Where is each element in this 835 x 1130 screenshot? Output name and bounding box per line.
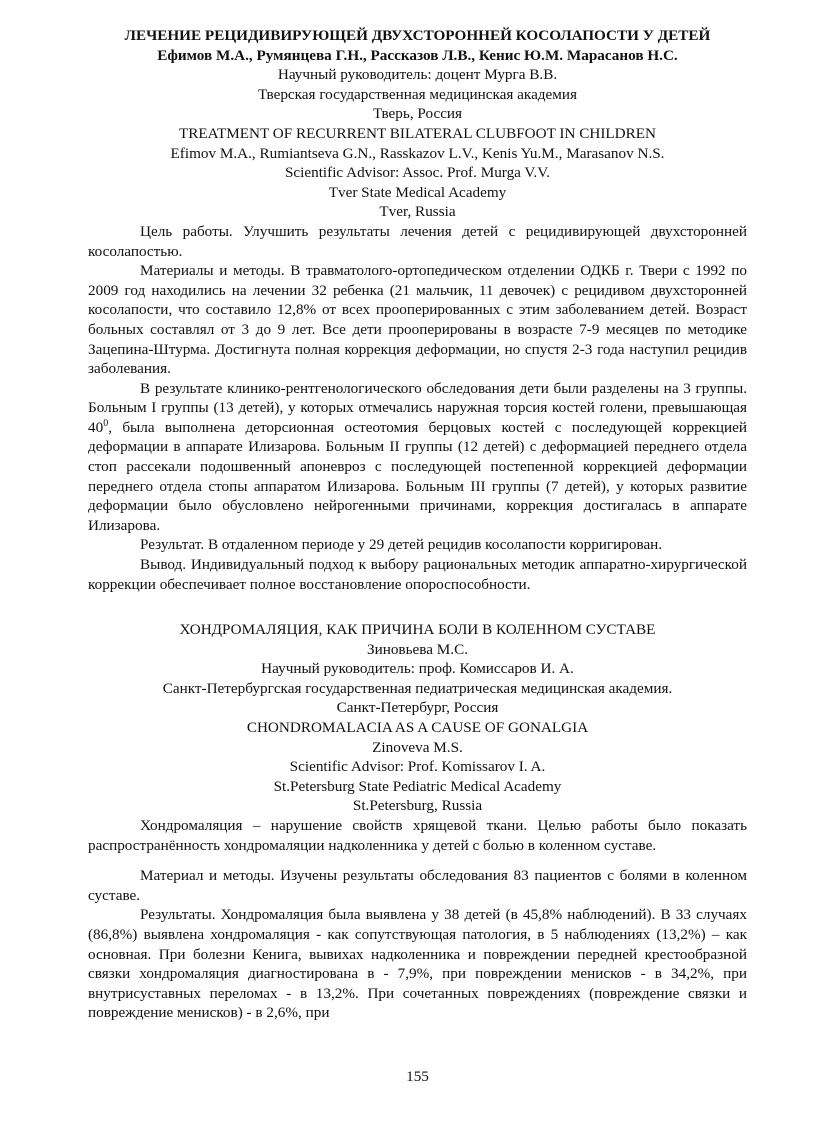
authors-en: Zinoveva M.S. [372, 738, 463, 756]
spacer [88, 855, 747, 866]
advisor-en: Scientific Advisor: Assoc. Prof. Murga V.V. [284, 164, 551, 182]
title-ru: ХОНДРОМАЛЯЦИЯ, КАК ПРИЧИНА БОЛИ В КОЛЕННОМ СУСТАВЕ [179, 621, 656, 638]
page-number: 155 [406, 1068, 429, 1085]
city-en: Tver, Russia [379, 203, 456, 221]
city-en: St.Petersburg, Russia [352, 797, 483, 815]
authors-ru: Зиновьева М.С. [366, 640, 469, 658]
paragraph-results: Результаты. Хондромаляция была выявлена у 38 детей (в 45,8% наблюдений). В 33 случаях (86,8%) выявлена хондромаляция - как сопутствующая патология, в 5 наблюдениях (13,2%) – как основная. При болезни Кенига, вывихах надколенника и повреждении передней крестообразной связки хондромаляция диагностирована в - 7,9%, при повреждении менисков - в 34,2%, при внутрисуставных переломах - в 13,2%. При сочетанных повреждениях (повреждение связки и повреждение менисков) - в 2,6%, при [88, 906, 747, 1022]
city-ru: Санкт-Петербург, Россия [336, 699, 499, 717]
authors-ru: Ефимов М.А., Румянцева Г.Н., Рассказов Л.В., Кенис Ю.М. Марасанов Н.С. [157, 46, 678, 64]
paragraph-methods: Материалы и методы. В травматолого-ортопедическом отделении ОДКБ г. Твери с 1992 по 2009 год находились на лечении 32 ребенка (21 мальчик, 11 девочек) с рецидивом двухсторонней косолапости, что составило 12,8% от всех прооперированных с этим заболеванием детей. Возраст больных составлял от 3 до 9 лет. Все дети прооперированы в возрасте 7-9 месяцев по методике Зацепина-Штурма. Достигнута полная коррекция деформации, но спустя 2-3 года наступил рецидив заболевания. [88, 262, 747, 378]
paragraph-groups-part2: , была выполнена деторсионная остеотомия берцовых костей с последующей коррекцией деформации в аппарате Илизарова. Больным II группы (12 детей) с деформацией переднего отдела стоп рассекали подошвенный апоневроз с последующей постепенной коррекцией деформации переднего отдела стопы аппаратом Илизарова. Больным III группы (7 детей), у которых развитие деформации было обусловлено нейрогенными причинами, коррекция достигалась в аппарате Илизарова. [88, 418, 747, 534]
paragraph-result: Результат. В отдаленном периоде у 29 детей рецидив косолапости корригирован. [140, 536, 663, 554]
title-ru: ЛЕЧЕНИЕ РЕЦИДИВИРУЮЩЕЙ ДВУХСТОРОННЕЙ КОСОЛАПОСТИ У ДЕТЕЙ [124, 27, 711, 44]
abstract-chondromalacia [88, 620, 747, 1023]
institution-en: St.Petersburg State Pediatric Medical Academy [273, 777, 562, 795]
paragraph-groups [88, 379, 747, 536]
degree-superscript: 0 [103, 417, 109, 429]
title-en: CHONDROMALACIA AS A CAUSE OF GONALGIA [246, 718, 589, 736]
title-en: TREATMENT OF RECURRENT BILATERAL CLUBFOOT IN CHILDREN [178, 124, 656, 142]
authors-en: Efimov M.A., Rumiantseva G.N., Rasskazov L.V., Kenis Yu.M., Marasanov N.S. [170, 144, 665, 162]
advisor-ru: Научный руководитель: доцент Мурга В.В. [277, 66, 558, 84]
city-ru: Тверь, Россия [372, 105, 463, 123]
institution-ru: Тверская государственная медицинская академия [257, 85, 578, 103]
paragraph-groups-part1: В результате клинико-рентгенологического обследования дети были разделены на 3 группы. Больным I группы (13 детей), у которых отмечались наружная торсия костей голени, превышающая 40 [88, 379, 747, 436]
paragraph-methods: Материал и методы. Изучены результаты обследования 83 пациентов с болями в коленном суставе. [88, 867, 747, 904]
advisor-en: Scientific Advisor: Prof. Komissarov I. A. [289, 758, 546, 776]
institution-ru: Санкт-Петербургская государственная педиатрическая медицинская академия. [162, 679, 673, 697]
paragraph-intro: Хондромаляция – нарушение свойств хрящевой ткани. Целью работы было показать распространённость хондромаляции надколенника у детей с болью в коленном суставе. [88, 816, 747, 854]
paragraph-conclusion: Вывод. Индивидуальный подход к выбору рациональных методик аппаратно-хирургической коррекции обеспечивает полное восстановление опороспособности. [88, 556, 747, 593]
advisor-ru: Научный руководитель: проф. Комиссаров И. А. [261, 660, 574, 678]
abstract-clubfoot [88, 26, 747, 594]
paragraph-aim: Цель работы. Улучшить результаты лечения детей с рецидивирующей двухсторонней косолапостью. [88, 222, 747, 260]
institution-en: Tver State Medical Academy [328, 183, 507, 201]
